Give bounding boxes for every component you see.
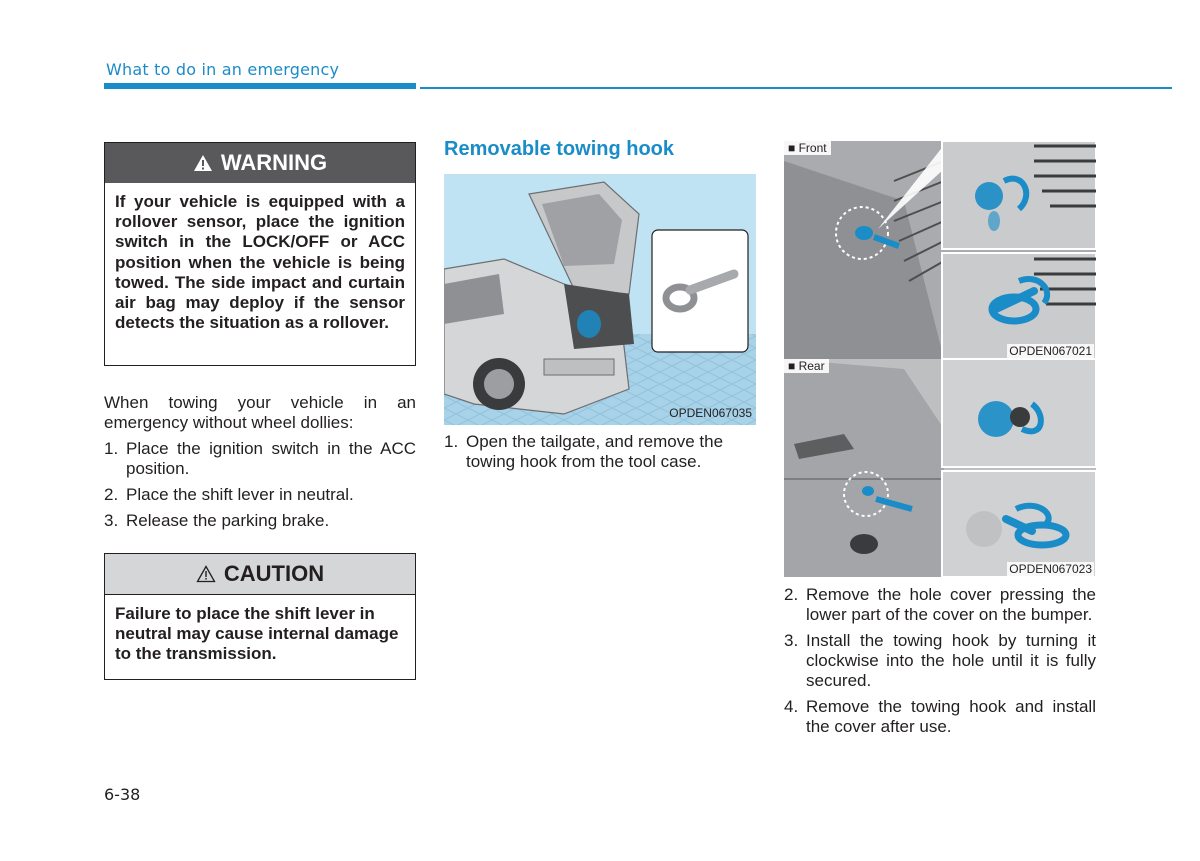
figure-code: OPDEN067023 [1009, 562, 1092, 576]
list-item [104, 485, 416, 505]
step-number: 3. [104, 511, 119, 530]
header-rule-thin [420, 87, 1172, 89]
step-text: Release the parking brake. [126, 511, 330, 530]
list-item [784, 631, 1096, 691]
warning-text: If your vehicle is equipped with a rollover sensor, place the ignition switch in the LOCK/OFF or ACC position when the vehicle is being towed. The side impact and curtain air bag may deploy if the sensor detects the situation as a rollover. [115, 192, 405, 333]
list-item [104, 511, 416, 531]
step-text: Place the ignition switch in the ACC position. [126, 439, 416, 478]
step-number: 1. [444, 432, 459, 451]
towing-intro: When towing your vehicle in an emergency without wheel dollies: [104, 393, 416, 432]
rear-bumper-illustration [784, 359, 1096, 577]
warning-title: WARNING [220, 150, 328, 175]
step-text: Remove the hole cover pressing the lower part of the cover on the bumper. [806, 585, 1096, 624]
header-rule-thick [104, 83, 416, 89]
step-number: 3. [784, 631, 799, 650]
list-item [104, 439, 416, 479]
rear-label: ■ Rear [784, 359, 829, 373]
figure-code: OPDEN067021 [1009, 344, 1092, 358]
step-text: Open the tailgate, and remove the towing hook from the tool case. [466, 432, 724, 471]
caution-box [104, 553, 416, 680]
step-text: Remove the towing hook and install the cover after use. [806, 697, 1096, 736]
step-text: Place the shift lever in neutral. [126, 485, 354, 504]
warning-header [105, 143, 415, 183]
hook-step1-list [444, 432, 758, 478]
caution-title: CAUTION [223, 561, 325, 586]
towing-steps-list [104, 439, 416, 537]
front-bumper-illustration [784, 141, 1096, 359]
front-label: ■ Front [784, 141, 831, 155]
hook-section-title: Removable towing hook [444, 138, 675, 160]
step-text: Install the towing hook by turning it clockwise into the hole until it is fully secured. [806, 631, 1096, 690]
caution-text: Failure to place the shift lever in neutral may cause internal damage to the transmission. [115, 604, 399, 664]
step-number: 1. [104, 439, 119, 458]
list-item [784, 697, 1096, 737]
tailgate-illustration [444, 174, 756, 425]
step-number: 4. [784, 697, 799, 716]
caution-triangle-icon [196, 565, 216, 583]
warning-box [104, 142, 416, 366]
tailgate-figure [444, 174, 756, 425]
figure-code: OPDEN067035 [669, 406, 752, 420]
warning-triangle-icon [193, 154, 213, 172]
page-number: 6-38 [104, 785, 141, 804]
front-hook-figure [784, 141, 1096, 359]
rear-hook-figure [784, 359, 1096, 577]
step-number: 2. [784, 585, 799, 604]
hook-steps-list [784, 585, 1096, 743]
step-number: 2. [104, 485, 119, 504]
list-item [784, 585, 1096, 625]
list-item [444, 432, 758, 472]
section-title: What to do in an emergency [106, 60, 340, 79]
caution-header [105, 554, 415, 595]
